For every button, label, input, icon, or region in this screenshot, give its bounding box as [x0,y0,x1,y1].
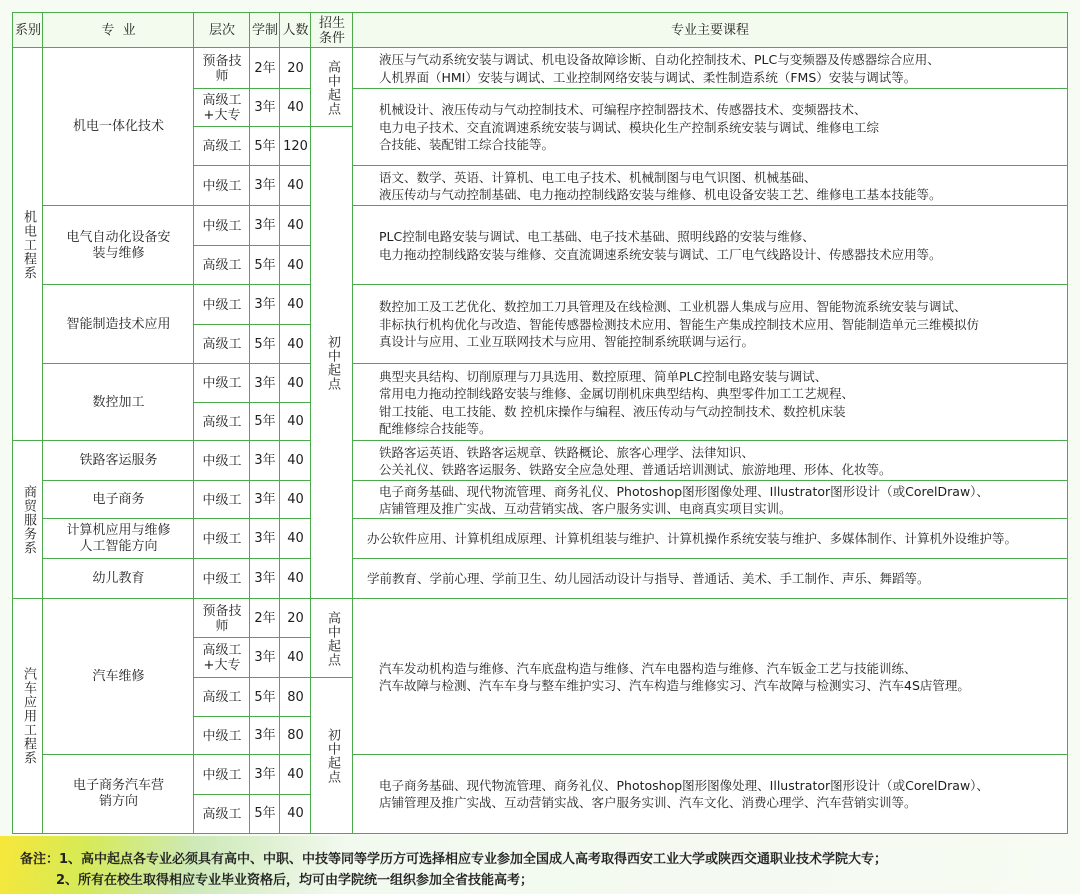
dept-mechatronics: 机电工程系 [12,47,44,442]
courses-auto-repair: 汽车发动机构造与维修、汽车底盘构造与维修、汽车电器构造与维修、汽车钣金工艺与技能训练、 汽车故障与检测、汽车车身与整车维护实习、汽车构造与维修实习、汽车故障与检测实习、汽车4S店管理。 [352,598,1068,756]
count-cell: 20 [279,47,312,90]
dept-commerce: 商贸服务系 [12,440,44,600]
count-cell: 40 [279,363,312,404]
level-cell: 中级工 [193,205,251,247]
courses-preschool: 学前教育、学前心理、学前卫生、幼儿园活动设计与指导、普通话、美术、手工制作、声乐、舞蹈等。 [352,558,1068,600]
major-auto-marketing: 电子商务汽车营销方向 [42,754,195,834]
count-cell: 40 [279,637,312,679]
level-cell: 中级工 [193,754,251,796]
level-cell: 中级工 [193,440,251,482]
header-condition: 招生条件 [310,12,354,49]
dept-automotive: 汽车应用工程系 [12,598,44,834]
level-cell: 预备技师 [193,598,251,639]
courses-mechatronics-advanced: 机械设计、液压传动与气动控制技术、可编程序控制器技术、传感器技术、变频器技术、 电力电子技术、交直流调速系统安装与调试、模块化生产控制系统安装与调试、维修电工综 合技能、装配钳工综合技能等。 [352,88,1068,167]
level-cell: 高级工 [193,794,251,834]
level-cell: 高级工 [193,324,251,365]
header-dept: 系别 [12,12,44,49]
header-major: 专 业 [42,12,195,49]
level-cell: 预备技师 [193,47,251,90]
years-cell: 3年 [249,754,281,796]
header-level: 层次 [193,12,251,49]
years-cell: 2年 [249,598,281,639]
years-cell: 3年 [249,88,281,128]
level-cell: 高级工+大专 [193,88,251,128]
header-years: 学制 [249,12,281,49]
level-cell: 高级工+大专 [193,637,251,679]
count-cell: 40 [279,440,312,482]
years-cell: 5年 [249,402,281,442]
level-cell: 中级工 [193,716,251,756]
years-cell: 2年 [249,47,281,90]
courses-smart-manufacturing: 数控加工及工艺优化、数控加工刀具管理及在线检测、工业机器人集成与应用、智能物流系统安装与调试、 非标执行机构优化与改造、智能传感器检测技术应用、智能生产集成控制技术应用、智能制造单元三维模拟仿 真设计与应用、工业互联网技术与应用、智能控制系统联调与运行。 [352,284,1068,365]
major-auto-repair: 汽车维修 [42,598,195,756]
note-line-2: 2、所有在校生取得相应专业毕业资格后，均可由学院统一组织参加全省技能高考； [56,873,534,888]
count-cell: 40 [279,165,312,207]
condition-junior-2: 初中起点 [310,677,354,834]
header-count: 人数 [279,12,312,49]
level-cell: 中级工 [193,558,251,600]
courses-computer: 办公软件应用、计算机组成原理、计算机组装与维护、计算机操作系统安装与维护、多媒体制作、计算机外设维护等。 [352,518,1068,560]
major-smart-manufacturing: 智能制造技术应用 [42,284,195,365]
courses-railway: 铁路客运英语、铁路客运规章、铁路概论、旅客心理学、法律知识、 公关礼仪、铁路客运服务、铁路安全应急处理、普通话培训测试、旅游地理、形体、化妆等。 [352,440,1068,482]
years-cell: 3年 [249,165,281,207]
header-courses: 专业主要课程 [352,12,1068,49]
years-cell: 3年 [249,440,281,482]
count-cell: 80 [279,716,312,756]
count-cell: 40 [279,88,312,128]
condition-junior-1: 初中起点 [310,126,354,600]
courses-mechatronics-intermediate: 语文、数学、英语、计算机、电工电子技术、机械制图与电气识图、机械基础、 液压传动与气动控制基础、电力拖动控制线路安装与维修、机电设备安装工艺、维修电工基本技能等。 [352,165,1068,207]
level-cell: 中级工 [193,165,251,207]
notes-banner [0,836,1080,894]
condition-high-1: 高中起点 [310,47,354,128]
years-cell: 3年 [249,558,281,600]
years-cell: 5年 [249,324,281,365]
courses-electrical: PLC控制电路安装与调试、电工基础、电子技术基础、照明线路的安装与维修、 电力拖动控制线路安装与维修、交直流调速系统安装与调试、工厂电气线路设计、传感器技术应用等。 [352,205,1068,286]
years-cell: 5年 [249,794,281,834]
level-cell: 中级工 [193,284,251,326]
level-cell: 高级工 [193,126,251,167]
years-cell: 3年 [249,637,281,679]
years-cell: 5年 [249,245,281,286]
years-cell: 3年 [249,284,281,326]
note-line-1: 备注：1、高中起点各专业必须具有高中、中职、中技等同等学历方可选择相应专业参加全国成人高考取得西安工业大学或陕西交通职业技术学院大专； [20,852,888,867]
years-cell: 3年 [249,363,281,404]
level-cell: 高级工 [193,677,251,718]
count-cell: 120 [279,126,312,167]
level-cell: 中级工 [193,363,251,404]
count-cell: 40 [279,324,312,365]
count-cell: 40 [279,205,312,247]
level-cell: 中级工 [193,480,251,520]
years-cell: 3年 [249,716,281,756]
level-cell: 中级工 [193,518,251,560]
major-railway: 铁路客运服务 [42,440,195,482]
major-mechatronics: 机电一体化技术 [42,47,195,207]
count-cell: 40 [279,558,312,600]
courses-mechatronics-technician: 液压与气动系统安装与调试、机电设备故障诊断、自动化控制技术、PLC与变频器及传感器综合应用、 人机界面（HMI）安装与调试、工业控制网络安装与调试、柔性制造系统（FMS）安装与调试等。 [352,47,1068,90]
count-cell: 40 [279,518,312,560]
courses-cnc: 典型夹具结构、切削原理与刀具选用、数控原理、简单PLC控制电路安装与调试、 常用电力拖动控制线路安装与维修、金属切削机床典型结构、典型零件加工工艺规程、 钳工技能、电工技能、数 控机床操作与编程、液压传动与气动控制技术、数控机床装 配维修综合技能等。 [352,363,1068,442]
level-cell: 高级工 [193,245,251,286]
years-cell: 5年 [249,677,281,718]
count-cell: 20 [279,598,312,639]
courses-ecommerce: 电子商务基础、现代物流管理、商务礼仪、Photoshop图形图像处理、Illustrator图形设计（或CorelDraw）、 店铺管理及推广实战、互动营销实战、客户服务实训、电商真实项目实训。 [352,480,1068,520]
courses-auto-marketing: 电子商务基础、现代物流管理、商务礼仪、Photoshop图形图像处理、Illustrator图形设计（或CorelDraw）、 店铺管理及推广实战、互动营销实战、客户服务实训、汽车文化、消费心理学、汽车营销实训等。 [352,754,1068,834]
major-ecommerce: 电子商务 [42,480,195,520]
years-cell: 3年 [249,518,281,560]
count-cell: 40 [279,480,312,520]
condition-high-2: 高中起点 [310,598,354,679]
major-computer: 计算机应用与维修人工智能方向 [42,518,195,560]
count-cell: 40 [279,402,312,442]
major-electrical-automation: 电气自动化设备安装与维修 [42,205,195,286]
major-preschool: 幼儿教育 [42,558,195,600]
count-cell: 40 [279,284,312,326]
years-cell: 3年 [249,480,281,520]
major-cnc: 数控加工 [42,363,195,442]
count-cell: 40 [279,794,312,834]
count-cell: 40 [279,245,312,286]
years-cell: 5年 [249,126,281,167]
level-cell: 高级工 [193,402,251,442]
count-cell: 80 [279,677,312,718]
years-cell: 3年 [249,205,281,247]
count-cell: 40 [279,754,312,796]
